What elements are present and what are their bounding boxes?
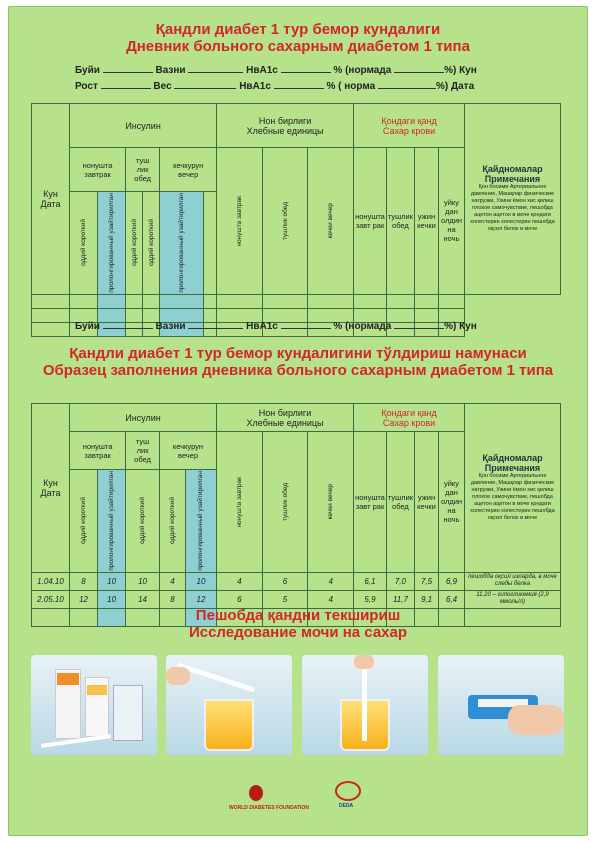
diary-title [9,21,587,55]
test-strips-photo [31,655,157,755]
diary-page [8,6,588,836]
urine-title-ru: Исследование мочи на сахар [188,624,408,641]
sample-row: 1.04.10 8 10 10 4 10 4 6 4 6,1 7,0 7,5 6,9 пешобда оқсил изларда, в моче следы белка [32,572,561,590]
sample-diary-table: Кун Дата Инсулин Нон бирлиги Хлебные единицы Қондаги қанд Сахар крови Қайдномалар Примечания Қон босими Артериальное давление, Машқлар физические нагрузки, Узини ёмон хис қилиш плохое самочувствие, пешобда ацетон ацетон в моче қондаги холестерин холестерин пешобда оқсил белок в моче нонушта завтрак туш лик обед кечкурун вечер нонушта завтрак тушлик обед кечки вечер нонушта завт рак тушлик обед ужин кечки уйку дан олдин на ночь оддий короткий пролонгированный узайтирилган оддий короткий оддий короткий пролонгированный узайтирилган 1.04.10 8 10 10 4 10 4 6 4 6,1 7,0 7,5 6,9 пешобда оқсил изларда, в моче следы белка 2.05.10 12 10 14 8 12 6 5 4 5,9 11,7 9,1 6,4 11.20 – гипогликемия (2,9 ммоль/л) [31,403,561,627]
wdf-logo [249,785,263,801]
patient-fields-bottom: Буйи Вазни НвА1с % (нормада %) Кун [75,321,477,332]
wdf-logo-text: WORLD DIABETES FOUNDATION [229,805,309,811]
deda-logo-text: DEDA [339,803,354,809]
sample-row: 2.05.10 12 10 14 8 12 6 5 4 5,9 11,7 9,1 6,4 11.20 – гипогликемия (2,9 ммоль/л) [32,590,561,608]
patient-fields-top: Буйи Вазни НвА1с % (нормада %) Кун Рост Вес НвА1с % ( норма %) Дата [75,65,477,92]
sample-title-uz: Қандли диабет 1 тур бемор кундалигини тўлдириш намунаси [69,345,527,362]
sample-title-ru: Образец заполнения дневника больного сахарным диабетом 1 типа [42,362,554,379]
deda-logo [335,781,361,801]
urine-title-uz: Пешобда қандни текшириш [195,607,401,624]
blank-diary-table: Кун Дата Инсулин Нон бирлиги Хлебные единицы Қондаги қанд Сахар крови Қайдномалар Примечания Қон босими Артериальное давление, Машқлар физические нагрузки, Узини ёмон хис қилиш плохое самочувствие, пешобда ацетон ацетон в моче қондаги холестерин холестерин пешобда оқсил белок в моче нонушта завтрак туш лик обед кечкурун вечер нонушта завтрак тушлик обед кечки вечер нонушта завт рак тушлик обед ужин кечки уйку дан олдин на ночь оддий короткий пролонгированный узайтирилган оддий короткий оддий короткий пролонгированный узайтирилган [31,103,561,337]
dip-strip-photo-2 [302,655,428,755]
urine-test-title [9,607,587,641]
compare-strip-photo [438,655,564,755]
title-ru: Дневник больного сахарным диабетом 1 типа [126,38,470,55]
title-uz: Қандли диабет 1 тур бемор кундалиги [155,21,441,38]
sample-title [9,345,587,379]
dip-strip-photo-1 [166,655,292,755]
